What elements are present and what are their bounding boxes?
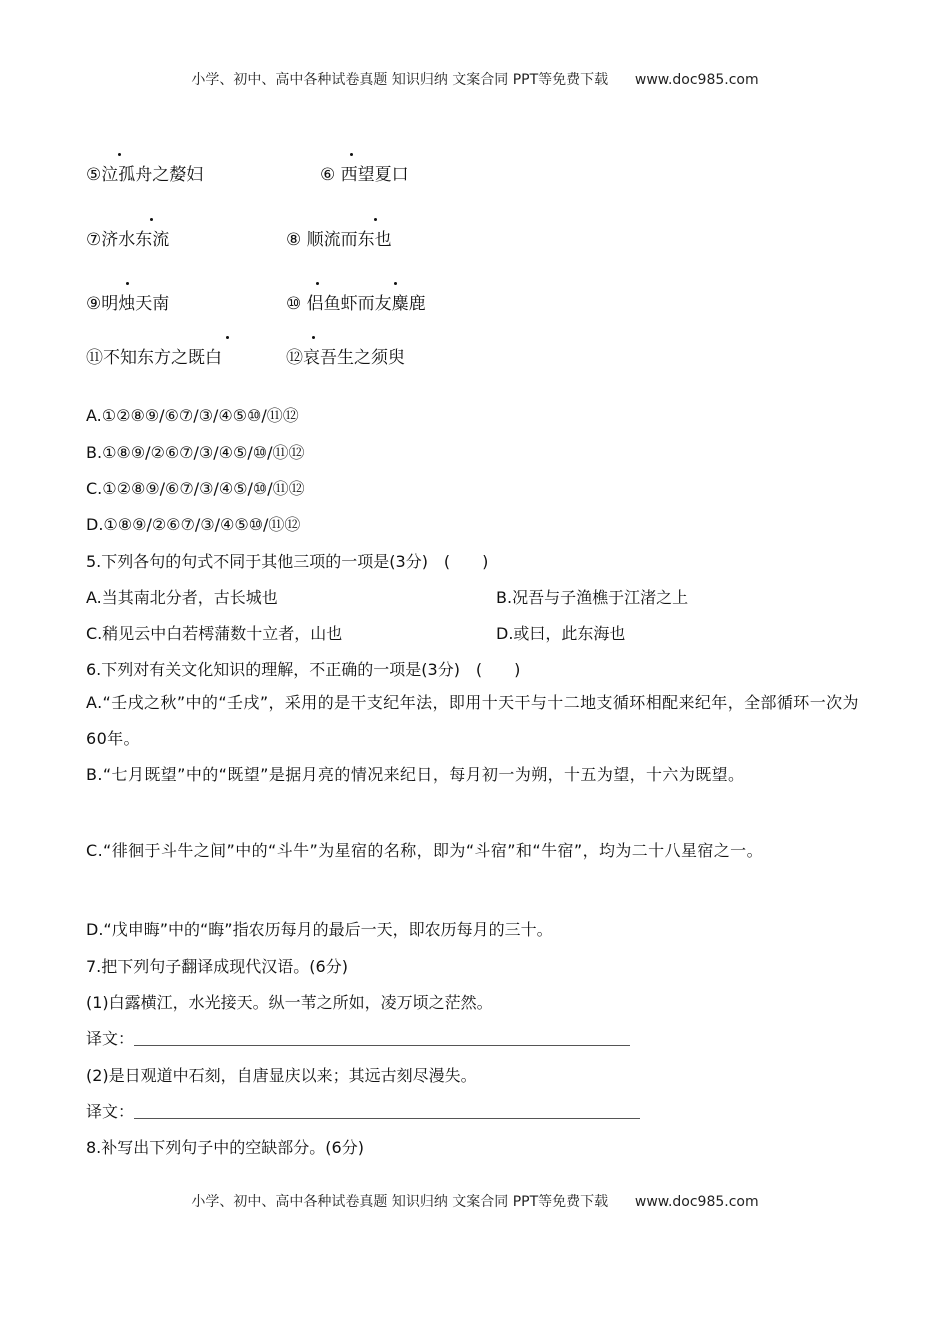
q5-options-row-2 (86, 621, 626, 644)
emphasis-dot (226, 336, 229, 339)
q8-stem: 8.补写出下列句子中的空缺部分。(6分) (86, 1138, 364, 1157)
page-footer (0, 1191, 950, 1211)
emphasis-dot (150, 218, 153, 221)
emphasis-dot (118, 153, 121, 156)
q6-stem: 6.下列对有关文化知识的理解，不正确的一项是(3分) ( ) (86, 660, 521, 679)
footer-text: 小学、初中、高中各种试卷真题 知识归纳 文案合同 PPT等免费下载 (191, 1194, 609, 1210)
q7-answer-1 (86, 1026, 630, 1049)
q4-option-b: B.①⑧⑨/②⑥⑦/③/④⑤/⑩/⑪⑫ (86, 443, 305, 462)
q7-stem: 7.把下列句子翻译成现代汉语。(6分) (86, 957, 348, 976)
q5-option-c: C.稍见云中白若樗蒲数十立者，山也 (86, 624, 343, 643)
q5-options-row-1 (86, 585, 689, 608)
q5-option-d: D.或曰，此东海也 (496, 624, 626, 643)
answer-label: 译文： (86, 1029, 135, 1048)
example-row-2 (86, 225, 392, 250)
footer-site: www.doc985.com (634, 1194, 759, 1210)
q4-option-c: C.①②⑧⑨/⑥⑦/③/④⑤/⑩/⑪⑫ (86, 479, 305, 498)
emphasis-dot (126, 282, 129, 285)
header-text: 小学、初中、高中各种试卷真题 知识归纳 文案合同 PPT等免费下载 (191, 72, 609, 88)
example-9: ⑨明烛天南 (86, 294, 170, 314)
q5-stem: 5.下列各句的句式不同于其他三项的一项是(3分) ( ) (86, 552, 489, 571)
q4-option-a: A.①②⑧⑨/⑥⑦/③/④⑤⑩/⑪⑫ (86, 406, 299, 425)
answer-blank-1[interactable] (134, 1029, 630, 1046)
example-row-3 (86, 289, 426, 314)
example-11: ⑪不知东方之既白 (86, 348, 222, 368)
q5-option-b: B.况吾与子渔樵于江渚之上 (496, 588, 689, 607)
page-header (0, 69, 950, 89)
q7-sentence-1: (1)白露横江，水光接天。纵一苇之所如，凌万顷之茫然。 (86, 993, 493, 1012)
q7-sentence-2: (2)是日观道中石刻，自唐显庆以来；其远古刻尽漫失。 (86, 1066, 477, 1085)
example-10: ⑩ 侣鱼虾而友麋鹿 (286, 294, 426, 314)
answer-label: 译文： (86, 1102, 135, 1121)
example-row-4 (86, 343, 405, 368)
example-6: ⑥ 西望夏口 (320, 165, 409, 185)
q6-option-b: B.“七月既望”中的“既望”是据月亮的情况来纪日，每月初一为朔，十五为望，十六为既望。 (86, 765, 745, 784)
example-7: ⑦济水东流 (86, 230, 170, 250)
emphasis-dot (374, 218, 377, 221)
emphasis-dot (394, 282, 397, 285)
example-8: ⑧ 顺流而东也 (286, 230, 392, 250)
q6-option-a: A.“壬戌之秋”中的“壬戌”，采用的是干支纪年法，即用十天干与十二地支循环相配来纪年，全部循环一次为60年。 (86, 693, 859, 748)
answer-blank-2[interactable] (134, 1102, 640, 1119)
header-site: www.doc985.com (634, 72, 759, 88)
emphasis-dot (350, 153, 353, 156)
q5-option-a: A.当其南北分者，古长城也 (86, 588, 278, 607)
q4-option-d: D.①⑧⑨/②⑥⑦/③/④⑤⑩/⑪⑫ (86, 515, 301, 534)
emphasis-dot (316, 282, 319, 285)
q7-answer-2 (86, 1099, 640, 1122)
q6-option-c: C.“徘徊于斗牛之间”中的“斗牛”为星宿的名称，即为“斗宿”和“牛宿”，均为二十八星宿之一。 (86, 841, 763, 860)
emphasis-dot (312, 336, 315, 339)
example-5: ⑤泣孤舟之嫠妇 (86, 165, 204, 185)
example-12: ⑫哀吾生之须臾 (286, 348, 405, 368)
example-row-1 (86, 160, 409, 185)
q6-option-d: D.“戊申晦”中的“晦”指农历每月的最后一天，即农历每月的三十。 (86, 920, 553, 939)
